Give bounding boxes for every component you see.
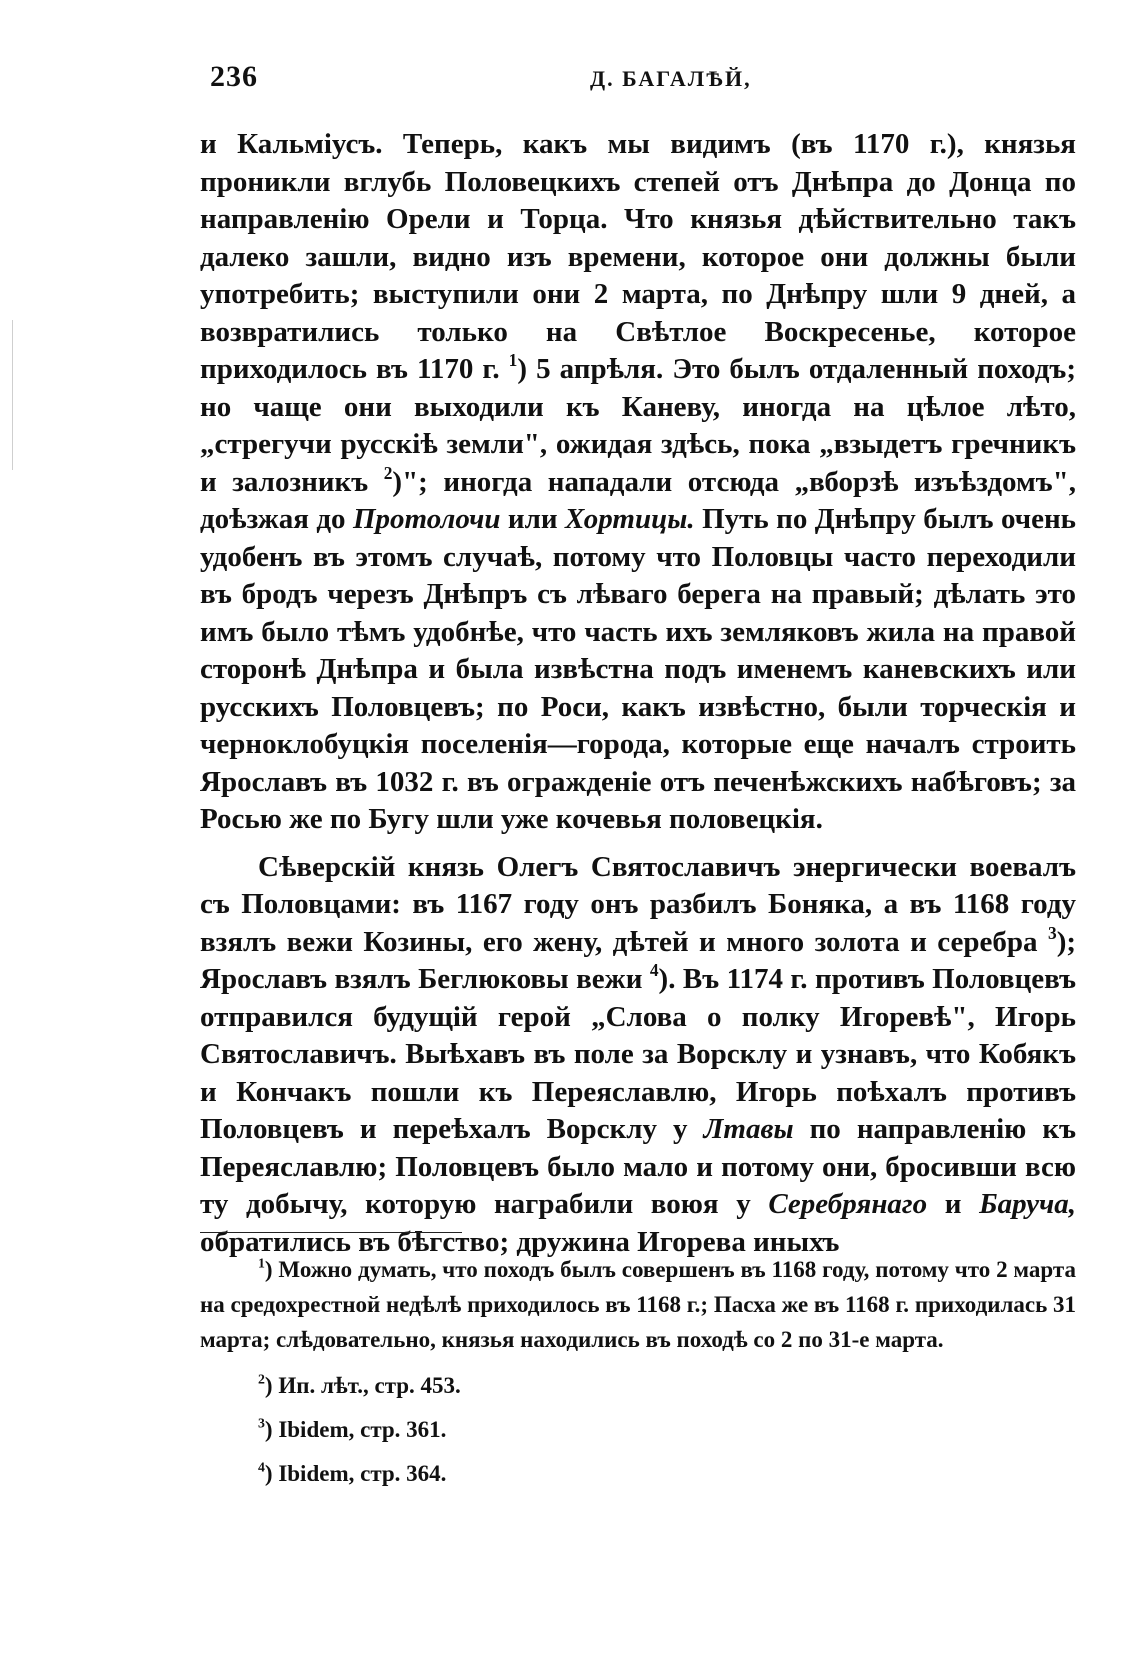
text-segment: и Кальміусъ. Теперь, какъ мы видимъ (въ 1170 г.), князья проникли вглубь Половецкихъ степей отъ Днѣпра до Донца по направленію Орели и Торца. Что князья дѣйствительно такъ далеко зашли, видно изъ времени, которое они должны были употребить; выступили они 2 марта, по Днѣпру шли 9 дней, а возвратились только на Свѣтлое Воскресенье, которое приходилось въ 1170 г. bbox=[200, 128, 1076, 385]
italic-place-name: Протолочи bbox=[352, 503, 501, 535]
footnote-ref-2: 2 bbox=[383, 462, 393, 483]
text-segment: ) 5 апрѣля. Это былъ отдаленный походъ; но чаще они выходили къ Каневу, иногда на цѣлое лѣто, „стрегучи русскіѣ земли", ожидая здѣсь, пока „взыдетъ гречникъ и залозникъ bbox=[200, 353, 1076, 498]
italic-place-name: Серебрянаго bbox=[768, 1188, 928, 1220]
footnote-text: ) Ип. лѣт., стр. 453. bbox=[264, 1373, 461, 1398]
italic-place-name: Хортицы. bbox=[565, 503, 695, 535]
footnote-text: ) Ibidem, стр. 364. bbox=[264, 1461, 447, 1486]
paragraph-2 bbox=[200, 849, 1076, 1262]
text-segment: Путь по Днѣпру былъ очень удобенъ въ этомъ случаѣ, потому что Половцы часто переходили въ бродъ черезъ Днѣпръ съ лѣваго берега на правый; дѣлать это имъ было тѣмъ удобнѣе, что часть ихъ земляковъ жила на правой сторонѣ Днѣпра и была извѣстна подъ именемъ каневскихъ или русскихъ Половцевъ; по Роси, какъ извѣстно, были торческія и черноклобуцкія поселенія—города, которые еще началъ строить Ярославъ въ 1032 г. въ огражденіе отъ печенѣжскихъ набѣговъ; за Росью же по Бугу шли уже кочевья половецкія. bbox=[200, 503, 1077, 835]
footnote-ref-3: 3 bbox=[1047, 922, 1057, 943]
italic-place-name: Лтавы bbox=[703, 1113, 794, 1145]
footnote-3 bbox=[200, 1415, 1076, 1445]
text-segment: ). Въ 1174 г. противъ Половцевъ отправился будущій герой „Слова о полку Игоревѣ", Игорь Святославичъ. Выѣхавъ въ поле за Ворсклу и узнавъ, что Кобякъ и Кончакъ пошли къ Переяславлю, Игорь поѣхалъ противъ Половцевъ и переѣхалъ Ворсклу у bbox=[200, 963, 1076, 1145]
paragraph-1 bbox=[200, 126, 1076, 839]
footnote-text: ) Можно думать, что походъ былъ совершенъ въ 1168 году, потому что 2 марта на средохрестной недѣлѣ приходилось въ 1168 г.; Пасха же въ 1168 г. приходилась 31 марта; слѣдовательно, князья находились въ походѣ со 2 по 31-е марта. bbox=[200, 1257, 1076, 1352]
text-segment: Сѣверскій князь Олегъ Святославичъ энергически воевалъ съ Половцами: въ 1167 году онъ разбилъ Боняка, а въ 1168 году взялъ вежи Козины, его жену, дѣтей и много золота и серебра bbox=[200, 850, 1076, 958]
footnote-marker: 2 bbox=[258, 1371, 265, 1387]
footnote-4 bbox=[200, 1459, 1076, 1489]
footnote-text: ) Ibidem, стр. 361. bbox=[264, 1417, 447, 1442]
footnote-marker: 1 bbox=[258, 1255, 265, 1271]
margin-scan-line bbox=[12, 320, 13, 470]
footnote-marker: 3 bbox=[258, 1415, 265, 1431]
text-segment: или bbox=[507, 503, 558, 535]
main-text bbox=[200, 126, 1076, 1261]
text-segment: обратились въ бѣгство; дружина Игорева иныхъ bbox=[200, 1225, 840, 1258]
footnotes bbox=[200, 1252, 1076, 1489]
text-segment: и bbox=[944, 1188, 962, 1220]
footnote-1 bbox=[200, 1252, 1076, 1357]
footnote-ref-4: 4 bbox=[649, 959, 659, 980]
footnote-divider bbox=[200, 1232, 462, 1233]
footnote-ref-1: 1 bbox=[508, 349, 518, 370]
text-segment: ); Ярославъ взялъ Беглюковы вежи bbox=[200, 925, 1077, 995]
italic-place-name: Баруча, bbox=[979, 1188, 1077, 1220]
footnote-2 bbox=[200, 1371, 1076, 1401]
footnote-marker: 4 bbox=[258, 1459, 265, 1475]
text-segment: )"; иногда нападали отсюда „вборзѣ изъѣздомъ", доѣзжая до bbox=[200, 465, 1076, 535]
page-number: 236 bbox=[210, 60, 258, 93]
running-head: Д. БАГАЛѢЙ, bbox=[590, 66, 752, 91]
page-header bbox=[210, 60, 1070, 100]
text-segment: по направленію къ Переяславлю; Половцевъ было мало и потому они, бросивши всю ту добычу, которую награбили воюя у bbox=[200, 1113, 1076, 1220]
